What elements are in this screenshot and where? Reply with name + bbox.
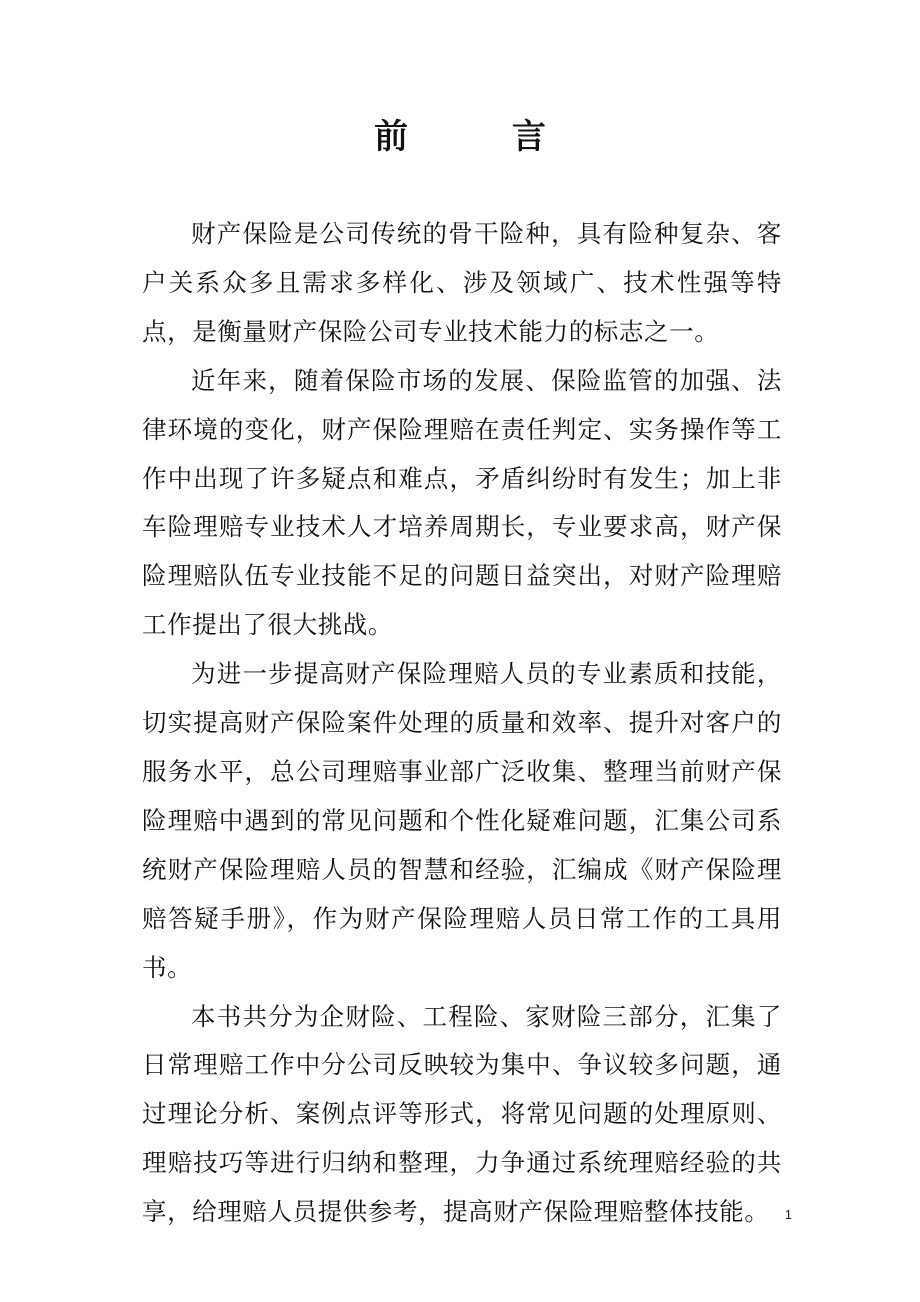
paragraph-2: 近年来，随着保险市场的发展、保险监管的加强、法律环境的变化，财产保险理赔在责任判定、实务操作等工作中出现了许多疑点和难点，矛盾纠纷时有发生；加上非车险理赔专业技术人才培养周期长，专业要求高，财产保险理赔队伍专业技能不足的问题日益突出，对财产险理赔工作提出了很大挑战。 bbox=[142, 365, 782, 640]
paragraph-1: 财产保险是公司传统的骨干险种，具有险种复杂、客户关系众多且需求多样化、涉及领域广、技术性强等特点，是衡量财产保险公司专业技术能力的标志之一。 bbox=[142, 219, 782, 346]
paragraph-4: 本书共分为企财险、工程险、家财险三部分，汇集了日常理赔工作中分公司反映较为集中、争议较多问题，通过理论分析、案例点评等形式，将常见问题的处理原则、理赔技巧等进行归纳和整理，力争通过系统理赔经验的共享，给理赔人员提供参考，提高财产保险理赔整体技能。 bbox=[142, 1001, 782, 1227]
page-number: 1 bbox=[784, 1207, 792, 1222]
document-body bbox=[142, 210, 782, 1237]
paragraph-3: 为进一步提高财产保险理赔人员的专业素质和技能，切实提高财产保险案件处理的质量和效率、提升对客户的服务水平，总公司理赔事业部广泛收集、整理当前财产保险理赔中遇到的常见问题和个性化疑难问题，汇集公司系统财产保险理赔人员的智慧和经验，汇编成《财产保险理赔答疑手册》，作为财产保险理赔人员日常工作的工具用书。 bbox=[142, 659, 782, 982]
page-title: 前 言 bbox=[374, 117, 592, 157]
